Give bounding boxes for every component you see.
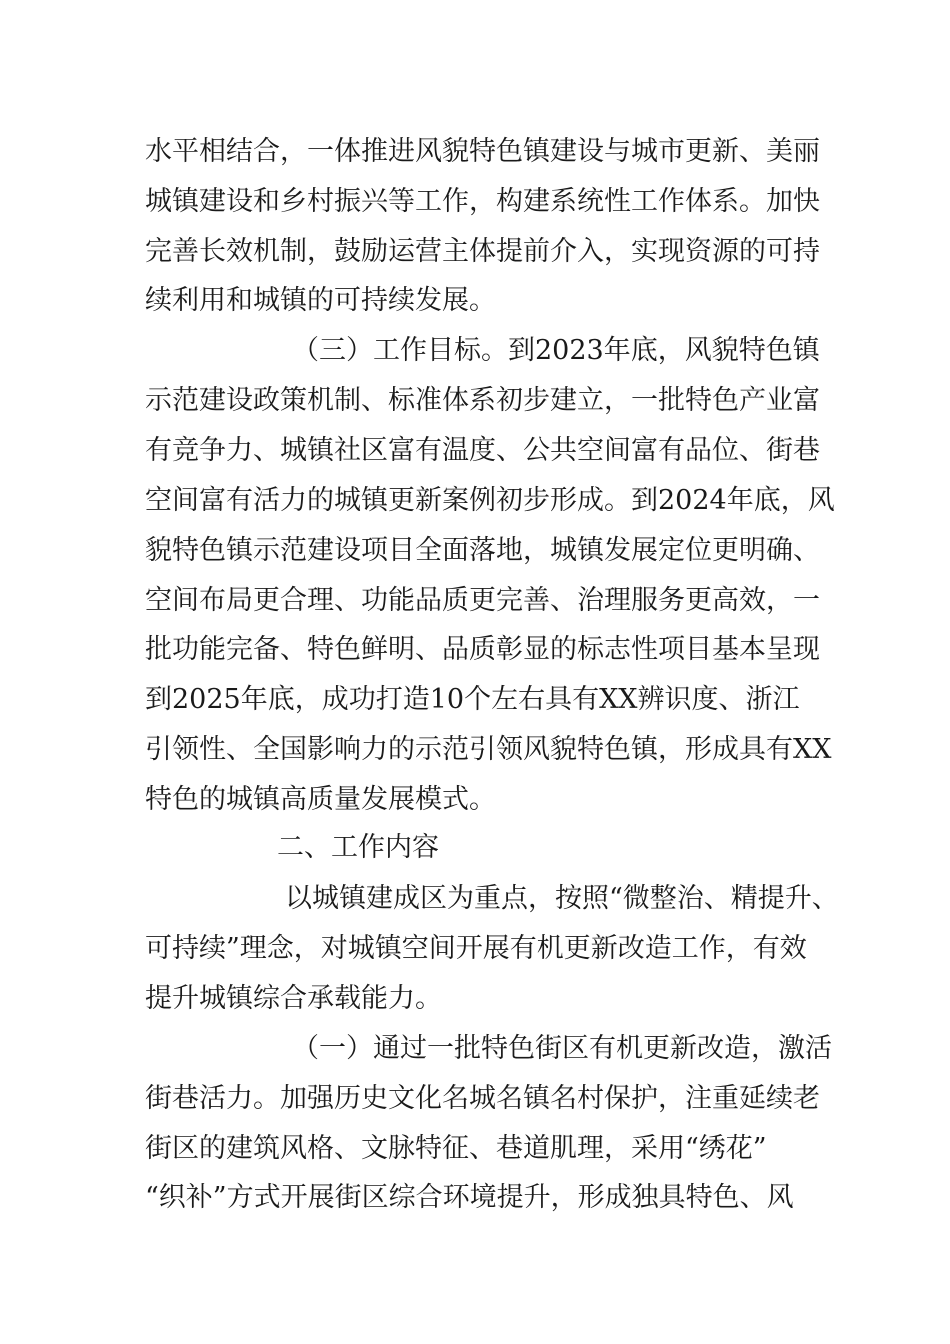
text-line: 以城镇建成区为重点，按照“微整治、精提升、	[285, 883, 839, 914]
text-line: 示范建设政策机制、标准体系初步建立，一批特色产业富	[145, 385, 820, 416]
text-line: 街区的建筑风格、文脉特征、巷道肌理，采用“绣花”	[145, 1133, 767, 1164]
text-line: 到2025年底，成功打造10个左右具有XX辨识度、浙江	[145, 684, 800, 715]
text-line: 城镇建设和乡村振兴等工作，构建系统性工作体系。加快	[145, 186, 820, 217]
text-line: 完善长效机制，鼓励运营主体提前介入，实现资源的可持	[145, 236, 820, 267]
subsection-heading: （一）通过一批特色街区有机更新改造，激活	[292, 1033, 832, 1064]
text-line: 街巷活力。加强历史文化名城名镇名村保护，注重延续老	[145, 1083, 820, 1114]
text-line: 批功能完备、特色鲜明、品质彰显的标志性项目基本呈现	[145, 634, 820, 665]
text-line: 空间布局更合理、功能品质更完善、治理服务更高效，一	[145, 585, 820, 616]
text-line: “织补”方式开展街区综合环境提升，形成独具特色、风	[145, 1182, 794, 1213]
text-line: 空间富有活力的城镇更新案例初步形成。到2024年底，风	[145, 485, 835, 516]
text-line: 有竞争力、城镇社区富有温度、公共空间富有品位、街巷	[145, 435, 820, 466]
text-line: 特色的城镇高质量发展模式。	[145, 784, 496, 815]
text-line: 貌特色镇示范建设项目全面落地，城镇发展定位更明确、	[145, 535, 820, 566]
text-line: 提升城镇综合承载能力。	[145, 983, 442, 1014]
text-line: 引领性、全国影响力的示范引领风貌特色镇，形成具有XX	[145, 734, 832, 765]
text-line: 可持续”理念，对城镇空间开展有机更新改造工作，有效	[145, 933, 807, 964]
text-line: 续利用和城镇的可持续发展。	[145, 285, 496, 316]
section-heading-work-content: 二、工作内容	[277, 832, 439, 863]
section-heading-work-goals: （三）工作目标。到2023年底，风貌特色镇	[292, 335, 820, 366]
text-line: 水平相结合，一体推进风貌特色镇建设与城市更新、美丽	[145, 136, 820, 167]
